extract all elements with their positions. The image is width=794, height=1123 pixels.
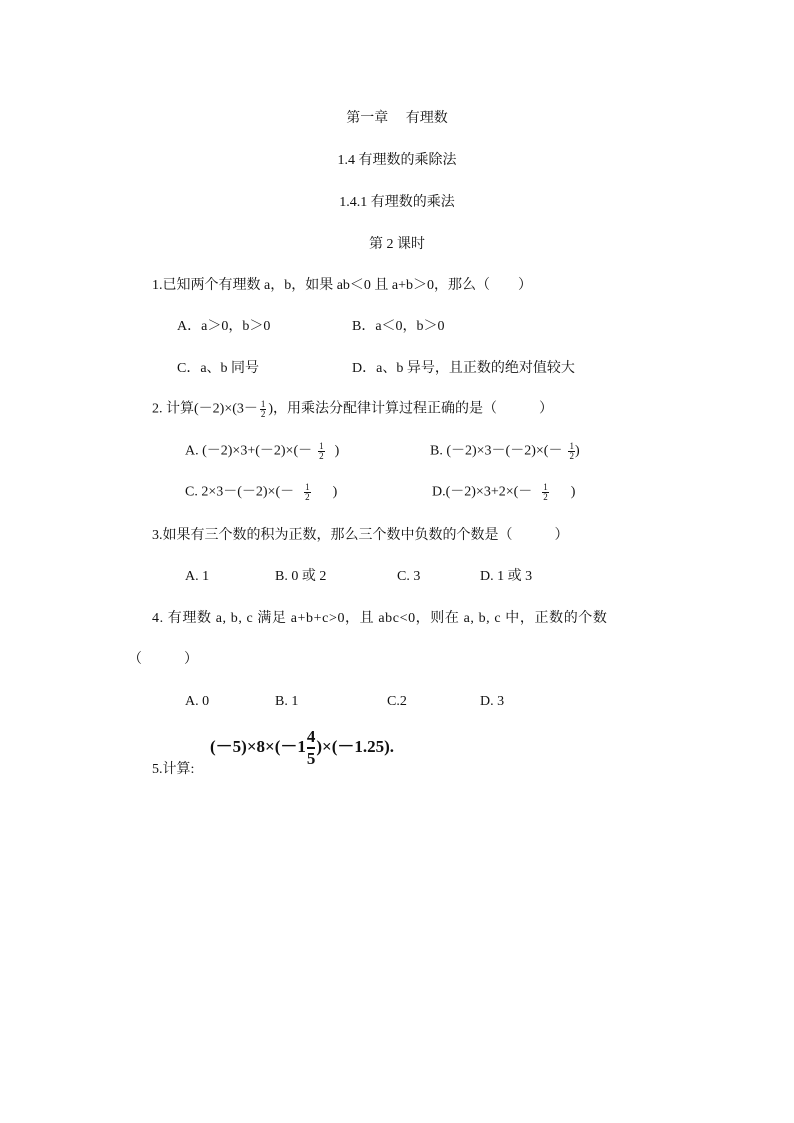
fraction-denominator: 2 <box>569 451 574 461</box>
fraction-denominator: 2 <box>305 492 310 502</box>
q4-option-a: A. 0 <box>185 694 210 709</box>
fraction-denominator: 2 <box>319 451 324 461</box>
q2-option-b <box>430 442 580 461</box>
q4-answer-paren: （ ） <box>128 652 198 667</box>
q2-option-c <box>185 483 337 502</box>
q1-option-a: A．a＞0，b＞0 <box>177 319 271 334</box>
fraction-numerator: 1 <box>319 441 324 451</box>
q2-option-a-pre: A. (－2)×3+(－2)×(－ <box>185 443 313 459</box>
q3-option-a: A. 1 <box>185 569 210 584</box>
lesson-title: 第 2 课时 <box>369 237 425 252</box>
q2-option-c-post: ) <box>332 484 338 500</box>
q5-expr-post: )×(－1.25). <box>316 736 395 756</box>
q2-option-a <box>185 442 339 461</box>
q2-option-d-pre: D.(－2)×3+2×(－ <box>432 484 533 500</box>
fraction-denominator: 5 <box>306 749 316 768</box>
q5-fraction <box>307 727 316 769</box>
q1-option-b: B．a＜0，b＞0 <box>352 319 445 334</box>
fraction-numerator: 4 <box>307 727 316 749</box>
q2-option-c-fraction <box>304 483 311 502</box>
q1-stem: 1.已知两个有理数 a，b，如果 ab＜0 且 a+b＞0，那么（ ） <box>152 278 533 293</box>
q4-option-d: D. 3 <box>480 694 505 709</box>
q1-option-d: D．a、b 异号，且正数的绝对值较大 <box>352 361 575 376</box>
q4-option-b: B. 1 <box>275 694 299 709</box>
q5-label: 5.计算: <box>152 762 195 777</box>
q2-stem-fraction <box>260 400 267 419</box>
q3-option-b: B. 0 或 2 <box>275 569 327 584</box>
q2-option-a-post: ) <box>334 443 340 459</box>
q1-option-c: C．a、b 同号 <box>177 361 260 376</box>
fraction-numerator: 1 <box>305 482 310 492</box>
q2-option-d-fraction <box>542 483 549 502</box>
q4-stem: 4. 有理数 a, b, c 满足 a+b+c>0，且 abc<0，则在 a, b, c 中，正数的个数 <box>152 611 608 626</box>
q2-stem-pre: 2. 计算(－2)×(3－ <box>152 401 258 417</box>
q2-option-b-post: ) <box>574 443 580 459</box>
fraction-denominator: 2 <box>543 492 548 502</box>
fraction-numerator: 1 <box>543 482 548 492</box>
q3-option-d: D. 1 或 3 <box>480 569 533 584</box>
chapter-title: 第一章 有理数 <box>346 111 448 126</box>
q2-option-b-pre: B. (－2)×3－(－2)×(－ <box>430 443 563 459</box>
section-title: 1.4 有理数的乘除法 <box>337 153 457 168</box>
q2-option-d-post: ) <box>570 484 576 500</box>
q2-option-a-fraction <box>318 442 325 461</box>
q4-option-c: C.2 <box>387 694 407 709</box>
fraction-numerator: 1 <box>569 441 574 451</box>
q5-expression <box>210 727 394 769</box>
q2-option-c-pre: C. 2×3－(－2)×(－ <box>185 484 295 500</box>
q5-expr-pre: (－5)×8×(－1 <box>210 736 306 756</box>
q2-stem <box>152 400 553 419</box>
fraction-denominator: 2 <box>260 409 266 419</box>
q3-option-c: C. 3 <box>397 569 421 584</box>
fraction-numerator: 1 <box>260 399 266 409</box>
q2-stem-post: )，用乘法分配律计算过程正确的是（ ） <box>268 401 554 417</box>
q2-option-d <box>432 483 575 502</box>
subsection-title: 1.4.1 有理数的乘法 <box>339 195 455 210</box>
q3-stem: 3.如果有三个数的积为正数，那么三个数中负数的个数是（ ） <box>152 528 569 543</box>
